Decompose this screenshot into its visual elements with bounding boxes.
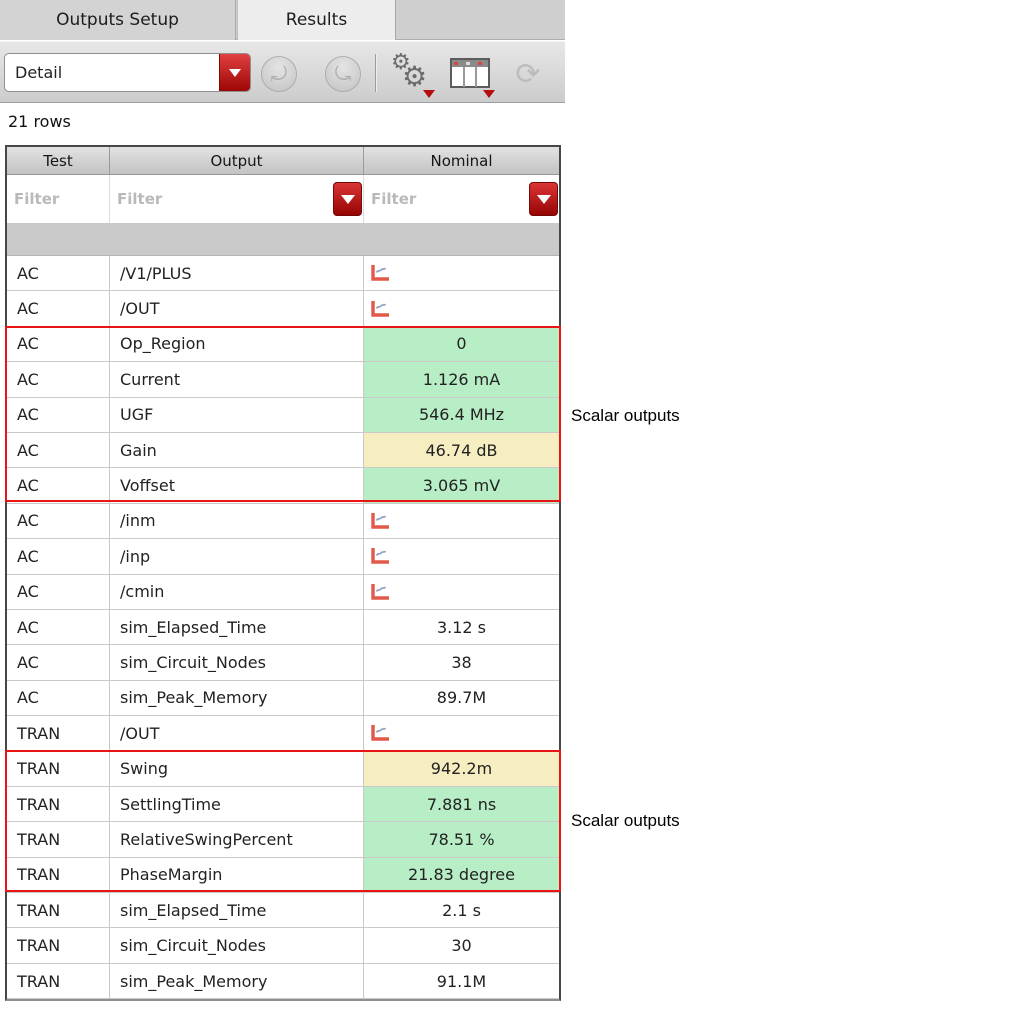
cell-output: UGF [110,398,364,432]
table-row[interactable] [7,610,559,645]
cell-test: TRAN [7,787,110,821]
toolbar [0,41,565,103]
table-row[interactable] [7,893,559,928]
gear-icon: ⚙ [402,60,428,93]
filter-cell-test [7,175,110,223]
cell-output: /OUT [110,291,364,325]
cell-test: AC [7,327,110,361]
waveform-plot-icon[interactable] [368,298,392,320]
back-arrow-icon: ⤾ [270,62,288,86]
group-spacer-row [7,223,559,256]
cell-nominal [364,575,559,609]
cell-nominal: 91.1M [436,971,487,991]
cell-test: TRAN [7,858,110,892]
row-count-label: 21 rows [8,112,71,131]
cell-test: AC [7,398,110,432]
column-header-output[interactable] [110,147,364,174]
filter-cell-output [110,175,364,223]
table-row[interactable] [7,822,559,857]
cell-output: Current [110,362,364,396]
table-row[interactable] [7,256,559,291]
cell-output: PhaseMargin [110,858,364,892]
gear-icon: ⚙ [391,50,411,75]
cell-test: AC [7,256,110,290]
table-row[interactable] [7,681,559,716]
cell-nominal [364,504,559,538]
cell-output: /V1/PLUS [110,256,364,290]
table-row[interactable] [7,964,559,999]
waveform-plot-icon[interactable] [368,581,392,603]
table-row[interactable] [7,291,559,326]
table-row[interactable] [7,575,559,610]
cell-nominal: 0 [364,327,559,361]
column-header-nominal[interactable] [364,147,559,174]
cell-nominal [364,291,559,325]
cell-test: AC [7,645,110,679]
chevron-down-icon [341,195,355,204]
view-mode-value: Detail [15,63,63,82]
cell-test: TRAN [7,716,110,750]
cell-output: RelativeSwingPercent [110,822,364,856]
cell-output: /inm [110,504,364,538]
cell-nominal: 38 [451,652,472,672]
cell-nominal: 1.126 mA [364,362,559,396]
table-row[interactable] [7,645,559,680]
cell-output: Op_Region [110,327,364,361]
settings-menu-arrow-icon [423,90,435,98]
cell-test: AC [7,539,110,573]
annotation-scalar-outputs-2: Scalar outputs [571,811,680,830]
tab-results-label: Results [285,10,348,30]
table-row[interactable] [7,362,559,397]
refresh-button[interactable] [505,48,551,100]
table-row[interactable] [7,858,559,893]
view-mode-dropdown-button[interactable] [219,54,250,91]
cell-nominal: 2.1 s [442,900,481,920]
table-body [7,256,559,999]
table-row[interactable] [7,787,559,822]
table-row[interactable] [7,539,559,574]
cell-test: TRAN [7,893,110,927]
cell-output: sim_Circuit_Nodes [110,645,364,679]
view-mode-select[interactable] [4,53,251,92]
waveform-plot-icon[interactable] [368,510,392,532]
filter-input-test[interactable] [7,175,109,223]
back-button[interactable] [261,56,297,92]
cell-nominal: 78.51 % [364,822,559,856]
cell-output: sim_Elapsed_Time [110,610,364,644]
tab-bar [0,0,565,40]
cell-output: SettlingTime [110,787,364,821]
waveform-plot-icon[interactable] [368,722,392,744]
cell-test: AC [7,610,110,644]
column-header-output-label: Output [210,151,263,170]
cell-output: sim_Circuit_Nodes [110,928,364,962]
cell-nominal [364,539,559,573]
table-header [7,147,559,175]
column-header-test[interactable] [7,147,110,174]
cell-nominal: 46.74 dB [364,433,559,467]
filter-dropdown-button-output[interactable] [333,182,362,216]
cell-output: sim_Peak_Memory [110,681,364,715]
cell-output: /inp [110,539,364,573]
table-row[interactable] [7,751,559,786]
annotation-scalar-outputs-1: Scalar outputs [571,406,680,425]
cell-nominal: 942.2m [364,751,559,785]
refresh-icon: ⟳ [515,56,541,92]
cell-nominal: 546.4 MHz [364,398,559,432]
forward-button[interactable] [325,56,361,92]
cell-test: TRAN [7,964,110,998]
cell-output: sim_Peak_Memory [110,964,364,998]
tab-results[interactable] [237,0,396,40]
cell-nominal: 30 [451,936,472,956]
cell-test: AC [7,504,110,538]
filter-row [7,175,559,223]
column-header-nominal-label: Nominal [430,151,493,170]
cell-test: AC [7,362,110,396]
results-table [5,145,561,1001]
table-view-button[interactable] [443,48,497,100]
waveform-plot-icon[interactable] [368,262,392,284]
cell-test: AC [7,681,110,715]
cell-output: sim_Elapsed_Time [110,893,364,927]
table-row[interactable] [7,468,559,503]
cell-nominal: 89.7M [436,688,487,708]
cell-nominal [364,716,559,750]
spreadsheet-icon [450,58,490,90]
cell-nominal: 3.12 s [436,617,487,637]
cell-output: Voffset [110,468,364,502]
table-row[interactable] [7,928,559,963]
cell-test: TRAN [7,751,110,785]
cell-output: Gain [110,433,364,467]
table-row[interactable] [7,398,559,433]
tab-outputs-setup-label: Outputs Setup [56,10,179,30]
forward-arrow-icon: ⤿ [334,62,352,86]
filter-dropdown-button-nominal[interactable] [529,182,558,216]
cell-test: AC [7,291,110,325]
settings-button[interactable] [385,48,437,100]
cell-nominal: 21.83 degree [364,858,559,892]
cell-output: Swing [110,751,364,785]
cell-test: TRAN [7,822,110,856]
cell-test: AC [7,575,110,609]
cell-nominal: 7.881 ns [364,787,559,821]
column-header-test-label: Test [43,151,73,170]
cell-test: AC [7,468,110,502]
filter-cell-nominal [364,175,559,223]
table-row[interactable] [7,327,559,362]
table-row[interactable] [7,433,559,468]
waveform-plot-icon[interactable] [368,545,392,567]
cell-output: /cmin [110,575,364,609]
filter-input-output[interactable] [110,175,363,223]
table-view-menu-arrow-icon [483,90,495,98]
cell-output: /OUT [110,716,364,750]
toolbar-separator [375,54,376,92]
tab-outputs-setup[interactable] [0,0,236,40]
chevron-down-icon [537,195,551,204]
cell-test: TRAN [7,928,110,962]
cell-test: AC [7,433,110,467]
cell-nominal: 3.065 mV [364,468,559,502]
table-row[interactable] [7,504,559,539]
chevron-down-icon [229,69,241,77]
table-row[interactable] [7,716,559,751]
cell-nominal [364,256,559,290]
